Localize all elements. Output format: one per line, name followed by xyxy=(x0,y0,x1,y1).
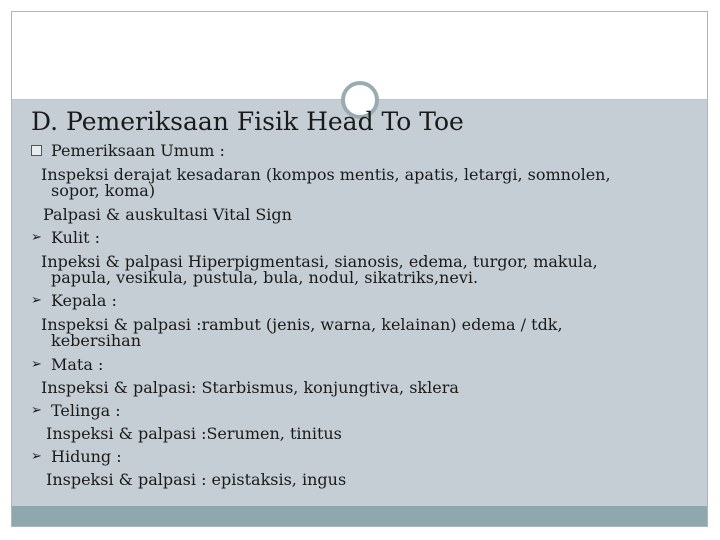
section-line: Inspeksi & palpasi :Serumen, tinitus xyxy=(46,424,342,443)
section-line: Inspeksi & palpasi: Starbismus, konjungtiva, sklera xyxy=(41,378,459,397)
general-exam-heading: Pemeriksaan Umum : xyxy=(51,141,225,160)
section-line: papula, vesikula, pustula, bula, nodul, sikatriks,nevi. xyxy=(51,268,479,287)
arrow-bullet-icon: ➢ xyxy=(31,449,42,464)
slide-footer-bar xyxy=(12,506,707,526)
section-line: Inspeksi & palpasi :rambut (jenis, warna, kelainan) edema / tdk, xyxy=(41,315,563,334)
section-line: Inpeksi & palpasi Hiperpigmentasi, sianosis, edema, turgor, makula, xyxy=(41,252,598,271)
general-exam-line: sopor, koma) xyxy=(51,181,156,200)
checkbox-bullet-icon xyxy=(31,145,42,156)
section-heading-kulit: Kulit : xyxy=(51,228,101,247)
slide-title: D. Pemeriksaan Fisik Head To Toe xyxy=(31,107,464,136)
section-heading-mata: Mata : xyxy=(51,355,104,374)
section-heading-telinga: Telinga : xyxy=(51,401,121,420)
section-heading-hidung: Hidung : xyxy=(51,447,122,466)
section-line: Inspeksi & palpasi : epistaksis, ingus xyxy=(46,470,347,489)
section-heading-kepala: Kepala : xyxy=(51,291,117,310)
section-line: kebersihan xyxy=(51,331,141,350)
arrow-bullet-icon: ➢ xyxy=(31,293,42,308)
arrow-bullet-icon: ➢ xyxy=(31,230,42,245)
arrow-bullet-icon: ➢ xyxy=(31,403,42,418)
arrow-bullet-icon: ➢ xyxy=(31,357,42,372)
general-exam-line: Palpasi & auskultasi Vital Sign xyxy=(43,205,292,224)
general-exam-line: Inspeksi derajat kesadaran (kompos mentis, apatis, letargi, somnolen, xyxy=(41,165,611,184)
